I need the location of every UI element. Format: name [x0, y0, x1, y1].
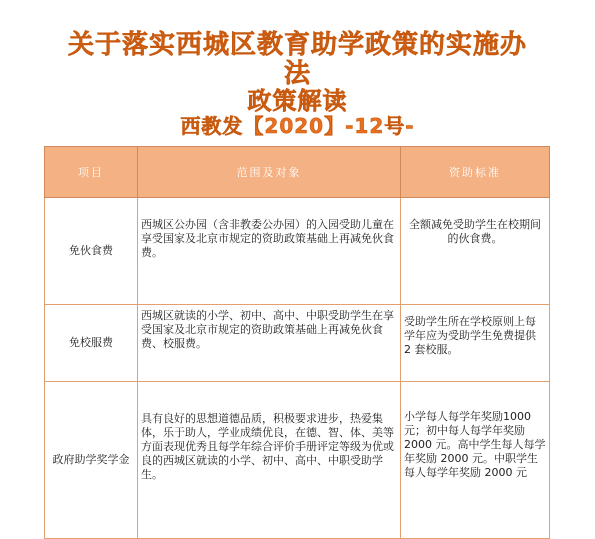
header-standard: 资助标准 — [401, 147, 550, 198]
row-item-cell: 免伙食费 — [45, 198, 138, 305]
title-line-3: 政策解读 — [247, 87, 348, 115]
row-scope-cell: 西城区就读的小学、初中、高中、中职受助学生在享受国家及北京市规定的资助政策基础上再减免伙食费、校服费。 — [138, 305, 401, 382]
page-title — [0, 30, 595, 138]
header-scope: 范围及对象 — [138, 147, 401, 198]
table-row — [45, 382, 550, 539]
table-row — [45, 305, 550, 382]
row-scope-cell: 具有良好的思想道德品质，积极要求进步，热爱集体，乐于助人，学业成绩优良，在德、智、体、美等方面表现优秀且每学年综合评价手册评定等级为优或良的西城区就读的小学、初中、高中、中职受助学生。 — [138, 382, 401, 539]
policy-table — [44, 146, 550, 539]
header-item: 项目 — [45, 147, 138, 198]
row-item-cell: 政府助学奖学金 — [45, 382, 138, 539]
row-standard-cell: 全额减免受助学生在校期间的伙食费。 — [401, 198, 550, 305]
document-number: 西教发【2020】-12号- — [180, 114, 415, 138]
row-scope-cell: 西城区公办园（含非教委公办园）的入园受助儿童在享受国家及北京市规定的资助政策基础上再减免伙食费。 — [138, 198, 401, 305]
row-standard-cell: 小学每人每学年奖励1000元；初中每人每学年奖励2000 元。高中学生每人每学年奖励 2000 元。中职学生每人每学年奖励 2000 元 — [401, 382, 550, 539]
row-item-cell: 免校服费 — [45, 305, 138, 382]
title-line-2: 法 — [283, 59, 311, 89]
row-standard-cell: 受助学生所在学校原则上每学年应为受助学生免费提供 2 套校服。 — [401, 305, 550, 382]
table-header-row — [45, 147, 550, 198]
table-row — [45, 198, 550, 305]
title-line-1: 关于落实西城区教育助学政策的实施办 — [67, 30, 527, 60]
